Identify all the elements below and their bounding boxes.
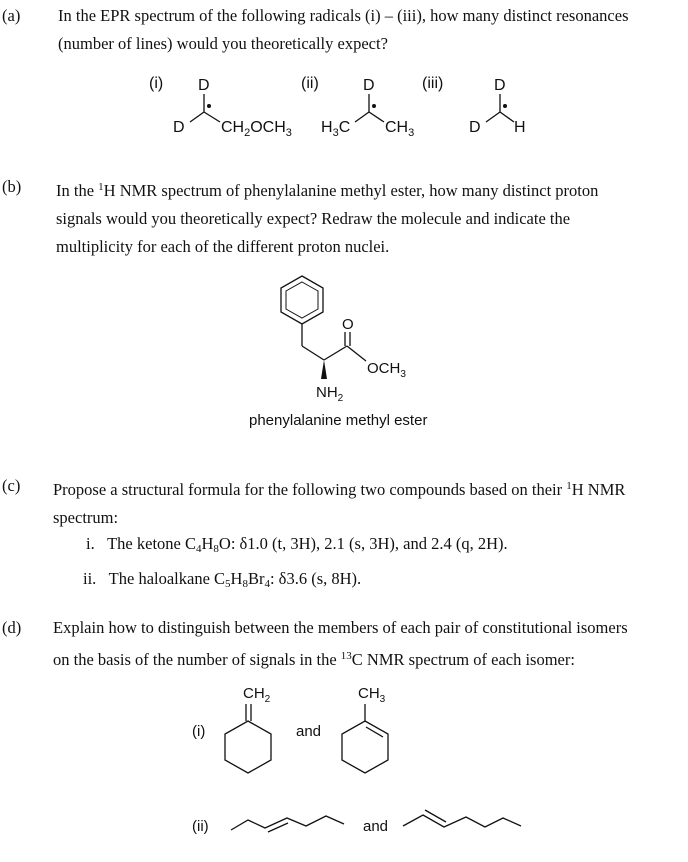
part-b-question: [56, 173, 664, 261]
part-c-question: [53, 472, 673, 532]
isomer-pairs-figure: [0, 680, 688, 860]
phenylalanine-methyl-ester-structure: [240, 270, 500, 410]
radical-ii-bond-left: [355, 112, 369, 122]
methoxy-group: $OCH_3$: [367, 360, 406, 380]
radical-iii-left-d: D: [469, 119, 481, 136]
part-c-item-2: ii. The haloalkane $C_5H_8Br_4$: δ3.6 (s, 8H).: [83, 569, 362, 590]
radical-ii-top-d: D: [363, 77, 375, 94]
pair-ii-and: and: [363, 818, 389, 835]
pair-i-and: and: [296, 723, 322, 740]
alkene-left-double-bond: [268, 823, 288, 832]
part-d-line2: on the basis of the number of signals in the $^{13}$C NMR spectrum of each isomer:: [53, 650, 575, 669]
pair-i-label: (i): [192, 723, 206, 740]
radical-i-dot: [207, 104, 211, 108]
radical-ii-left-group: $H_3C$: [321, 119, 351, 139]
methylcyclohexene-ring: [342, 721, 388, 773]
radical-i-bond-right: [204, 112, 220, 122]
alkene-chain-right: [403, 815, 521, 827]
radical-i-top-d: D: [198, 77, 210, 94]
part-c-line1: Propose a structural formula for the following two compounds based on their $^1$H NMR: [53, 480, 626, 499]
radical-i-right-group: $CH_2OCH_3$: [221, 119, 292, 139]
molecule-caption: phenylalanine methyl ester: [249, 412, 428, 429]
part-a-line1: In the EPR spectrum of the following radicals (i) – (iii), how many distinct resonances: [58, 6, 629, 25]
radical-iii-bond-left: [486, 112, 500, 122]
part-b-line1: In the $^1$H NMR spectrum of phenylalanine methyl ester, how many distinct proton: [56, 181, 599, 200]
methylenecyclohexane-ring: [225, 721, 271, 773]
radical-iii-dot: [503, 104, 507, 108]
ring-double-bond: [366, 727, 383, 737]
benzene-inner-ring: [286, 282, 318, 318]
bond-carbonyl-oxygen: [347, 346, 366, 361]
part-a-question: [58, 2, 678, 58]
epr-radicals-figure: [0, 70, 688, 160]
radical-iii-bond-right: [500, 112, 514, 122]
benzene-ring: [281, 276, 323, 324]
radical-i-left-d: D: [173, 119, 185, 136]
part-b-line2: signals would you theoretically expect? Redraw the molecule and indicate the: [56, 209, 571, 228]
part-b-line3: multiplicity for each of the different proton nuclei.: [56, 237, 390, 256]
part-d-label: (d): [2, 618, 22, 637]
part-c-item-1: i. The ketone $C_4H_8O$: δ1.0 (t, 3H), 2.1 (s, 3H), and 2.4 (q, 2H).: [86, 534, 508, 555]
bond-ch-carbonyl: [324, 346, 347, 360]
pair-i-right-ch3: $CH_3$: [358, 685, 386, 705]
part-b-label: (b): [2, 177, 22, 196]
part-a-line2: (number of lines) would you theoretically expect?: [58, 34, 388, 53]
pair-ii-label: (ii): [192, 818, 209, 835]
radical-iii-right-h: H: [514, 119, 526, 136]
carbonyl-oxygen: O: [342, 316, 354, 333]
alkene-right-double-bond: [425, 810, 446, 822]
radical-ii-bond-right: [369, 112, 384, 122]
part-d-line1: Explain how to distinguish between the members of each pair of constitutional isomers: [53, 618, 628, 637]
radical-iii-top-d: D: [494, 77, 506, 94]
part-d-question: [53, 614, 678, 674]
radical-i-bond-left: [190, 112, 204, 122]
radical-ii-dot: [372, 104, 376, 108]
pair-i-left-ch2: $CH_2$: [243, 685, 271, 705]
wedge-bond-nh2: [321, 360, 327, 379]
part-c-line2: spectrum:: [53, 508, 119, 527]
radical-iii-label: (iii): [422, 75, 444, 92]
part-a-label: (a): [2, 6, 21, 25]
radical-i-label: (i): [149, 75, 164, 92]
part-c-label: (c): [2, 476, 21, 495]
amine-group: $NH_2$: [316, 384, 344, 404]
bond-ch2-ch: [302, 346, 324, 360]
radical-ii-label: (ii): [301, 75, 319, 92]
radical-ii-right-group: $CH_3$: [385, 119, 415, 139]
